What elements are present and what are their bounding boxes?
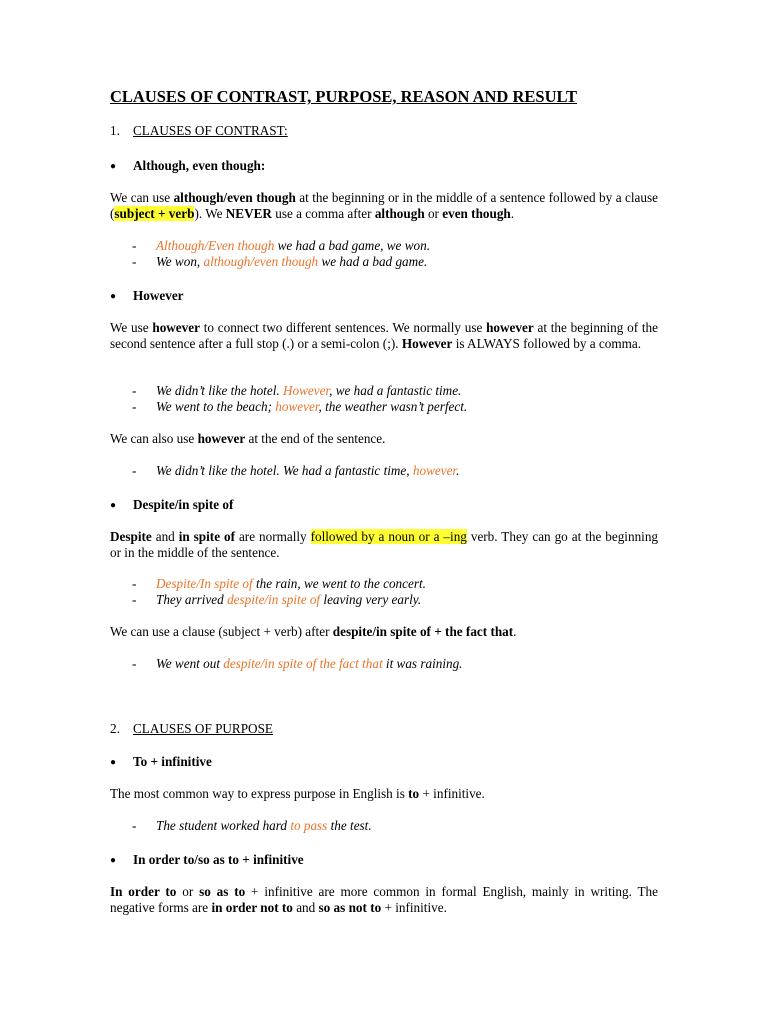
example-however-1: - We didn’t like the hotel. However, we had a fantastic time. xyxy=(132,383,462,398)
paragraph-in-order-to: In order to or so as to + infinitive are more common in formal English, mainly in writing. The negative forms are in order not to and so as not to + infinitive. xyxy=(110,884,658,915)
section-heading-contrast: 1. CLAUSES OF CONTRAST: xyxy=(110,123,288,138)
bullet-icon: ● xyxy=(110,757,117,768)
bullet-however: ● However xyxy=(110,288,184,303)
bullet-icon: ● xyxy=(110,291,117,302)
example-to-infinitive: - The student worked hard to pass the test. xyxy=(132,818,372,833)
bullet-icon: ● xyxy=(110,161,117,172)
example-although-2: - We won, although/even though we had a bad game. xyxy=(132,254,428,269)
example-however-2: - We went to the beach; however, the weather wasn’t perfect. xyxy=(132,399,468,414)
paragraph-to-infinitive: The most common way to express purpose in English is to + infinitive. xyxy=(110,786,485,801)
example-despite-1: - Despite/In spite of the rain, we went to the concert. xyxy=(132,576,426,591)
section-heading-purpose: 2. CLAUSES OF PURPOSE xyxy=(110,721,273,736)
paragraph-despite-fact: We can use a clause (subject + verb) after despite/in spite of + the fact that. xyxy=(110,624,517,639)
bullet-icon: ● xyxy=(110,500,117,511)
example-despite-2: - They arrived despite/in spite of leaving very early. xyxy=(132,592,422,607)
bullet-although: ● Although, even though: xyxy=(110,158,266,173)
paragraph-however: We use however to connect two different sentences. We normally use however at the beginning of the second sentence after a full stop (.) or a semi-colon (;). However is ALWAYS followed by a comma. xyxy=(110,320,658,351)
paragraph-despite: Despite and in spite of are normally followed by a noun or a –ing verb. They can go at the beginning or in the middle of the sentence. xyxy=(110,529,659,560)
bullet-in-order-to: ● In order to/so as to + infinitive xyxy=(110,852,304,867)
bullet-to-infinitive: ● To + infinitive xyxy=(110,754,212,769)
example-however-3: - We didn’t like the hotel. We had a fantastic time, however. xyxy=(132,463,460,478)
example-despite-3: - We went out despite/in spite of the fact that it was raining. xyxy=(132,656,463,671)
example-although-1: - Although/Even though we had a bad game, we won. xyxy=(132,238,430,253)
page-title: CLAUSES OF CONTRAST, PURPOSE, REASON AND RESULT xyxy=(110,87,577,106)
bullet-icon: ● xyxy=(110,855,117,866)
paragraph-however-end: We can also use however at the end of the sentence. xyxy=(110,431,386,446)
bullet-despite: ● Despite/in spite of xyxy=(110,497,234,512)
paragraph-although: We can use although/even though at the beginning or in the middle of a sentence followed by a clause (subject + verb). We NEVER use a comma after although or even though. xyxy=(110,190,658,221)
